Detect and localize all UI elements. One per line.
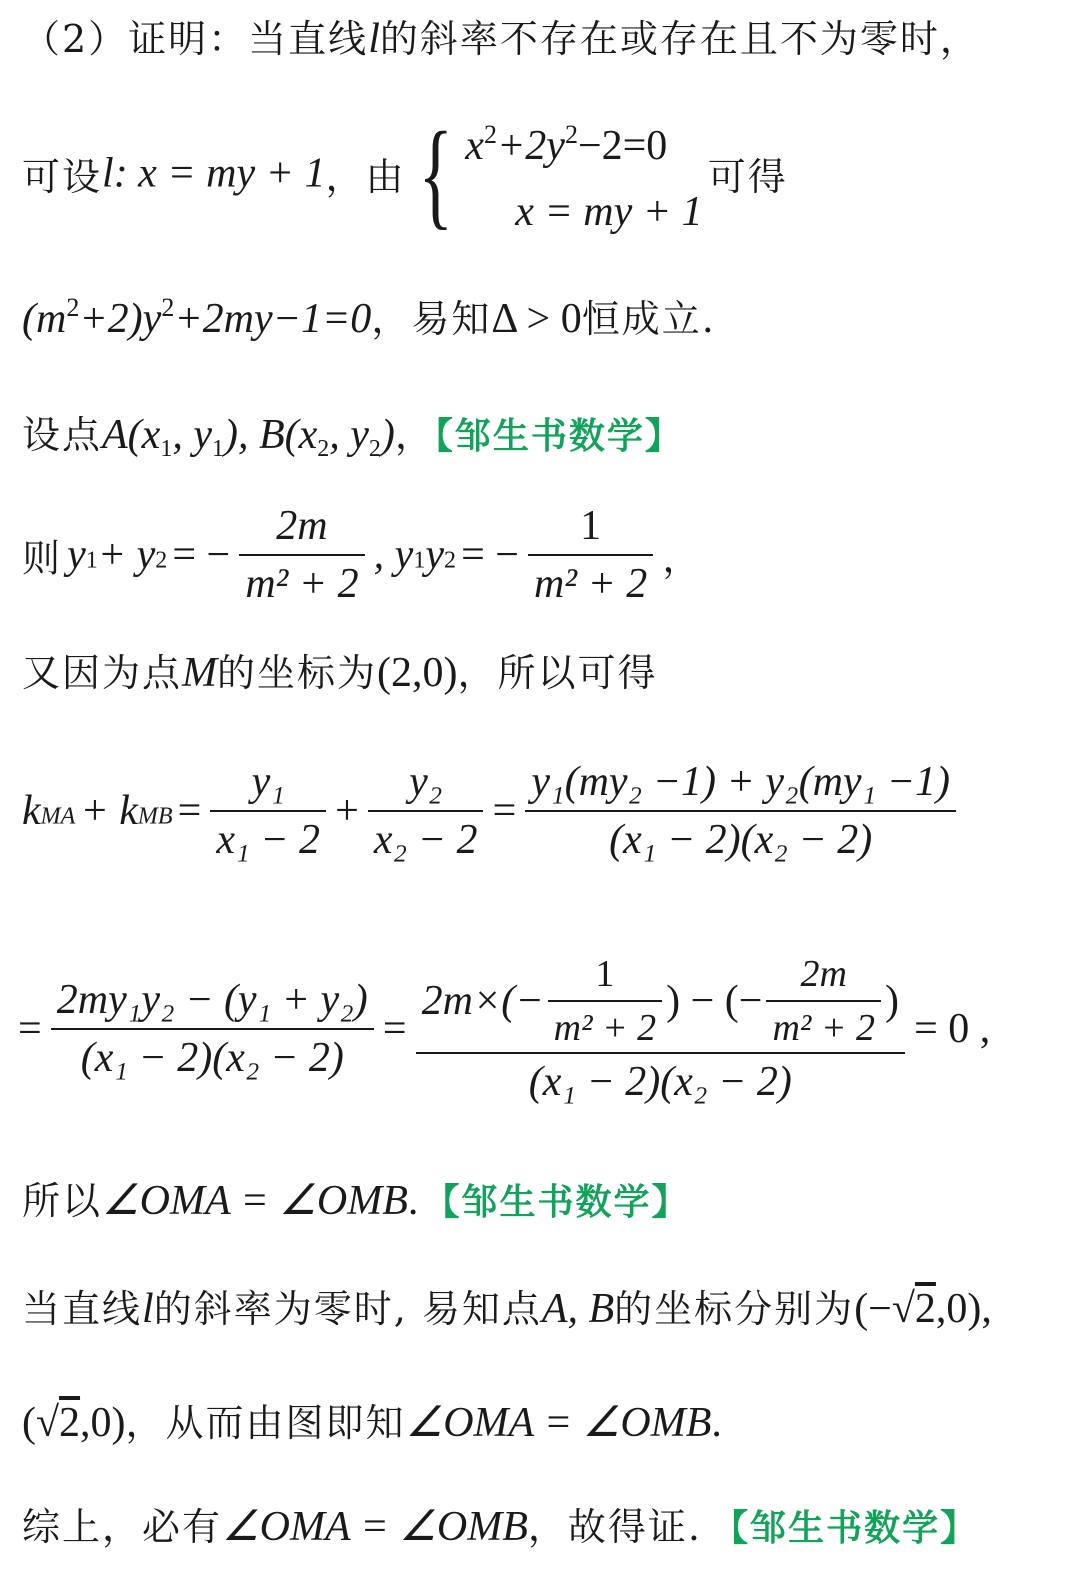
fraction: $\frac{2m}{\text{m² + 2}}$ [239,502,364,608]
math: l [102,150,114,197]
watermark-tag: 【邹生书数学】 [434,416,683,457]
math: : x = my + 1 [113,150,326,197]
text: 可得 [707,155,788,199]
fraction: $\frac{\text{2my₁y₂ − (y₁ + y₂)}}{\text{(x₁ − 2)(x₂ − 2)}}$ [51,976,374,1082]
math: (m [22,296,67,342]
text: 的斜率不存在或存在且不为零时， [379,17,980,61]
text: （2）证明：当直线 [22,17,369,61]
text: ，由 [325,155,406,199]
line-6: 又因为点M的坐标为(2,0)，所以可得 [22,650,658,696]
math: Δ > 0 [491,296,582,342]
system-eq-2: x = my + 1 [515,189,703,235]
fraction: $\frac{1}{\text{m² + 2}}$ [528,502,653,608]
line-8: = $\frac{\text{2my₁y₂ − (y₁ + y₂)}}{\text{(x₁ − 2)(x₂ − 2)}}$ = 2m×(− $\frac{1}{\text{m² + 2}}$ ) − (− $\frac{2m}{\text{m² + 2}}$ ) (x₁ − 2)(x₂ − 2) = 0 , [18,953,991,1105]
fraction: $\frac{\text{y₁}}{\text{x₁ − 2}}$ [210,758,326,864]
math: l [368,16,380,62]
line-7: kMA + kMB = $\frac{\text{y₁}}{\text{x₁ − 2}}$ + $\frac{\text{y₂}}{\text{x₂ − 2}}$ = $\frac{\text{y₁(my₂ −1) + y₂(my₁ −1)}}{\text{(x₁ − 2)(x₂ − 2)}}$ [22,758,960,864]
line-3: (m2+2)y2+2my−1=0，易知Δ > 0恒成立. [22,293,716,342]
watermark-tag: 【邹生书数学】 [712,1508,979,1549]
left-brace: { [418,106,453,240]
system-eq-1: $x^2+2y^2-2=0$ [465,120,668,169]
line-9: 所以∠OMA = ∠OMB. 【邹生书数学】 [22,1178,690,1224]
fraction: 2m×(− $\frac{1}{\text{m² + 2}}$ ) − (− $\frac{2m}{\text{m² + 2}}$ ) (x₁ − 2)(x₂ − 2) [416,952,905,1106]
text: 设点 [22,413,103,457]
line-11: (√2,0)，从而由图即知∠OMA = ∠OMB. [22,1400,722,1446]
line-10: 当直线l的斜率为零时, 易知点A, B的坐标分别为(−√2,0), [22,1286,992,1332]
text: ，易知 [371,297,492,341]
equation-system [465,102,702,245]
line-5: 则 y1+ y2 = − $\frac{2m}{\text{m² + 2}}$ , y1y2 = − $\frac{1}{\text{m² + 2}}$ ， [22,503,703,607]
text: 恒成立. [581,297,716,341]
line-12: 综上，必有∠OMA = ∠OMB，故得证. 【邹生书数学】 [22,1504,979,1550]
text: 可设 [22,155,103,199]
fraction: $\frac{\text{y₁(my₂ −1) + y₂(my₁ −1)}}{\text{(x₁ − 2)(x₂ − 2)}}$ [525,758,956,864]
line-1 [22,8,980,63]
line-4: 设点A(x1, y1), B(x2, y2)，【邹生书数学】 [22,412,683,462]
watermark-tag: 【邹生书数学】 [423,1182,690,1223]
line-2 [22,102,788,245]
fraction: $\frac{\text{y₂}}{\text{x₂ − 2}}$ [368,758,484,864]
